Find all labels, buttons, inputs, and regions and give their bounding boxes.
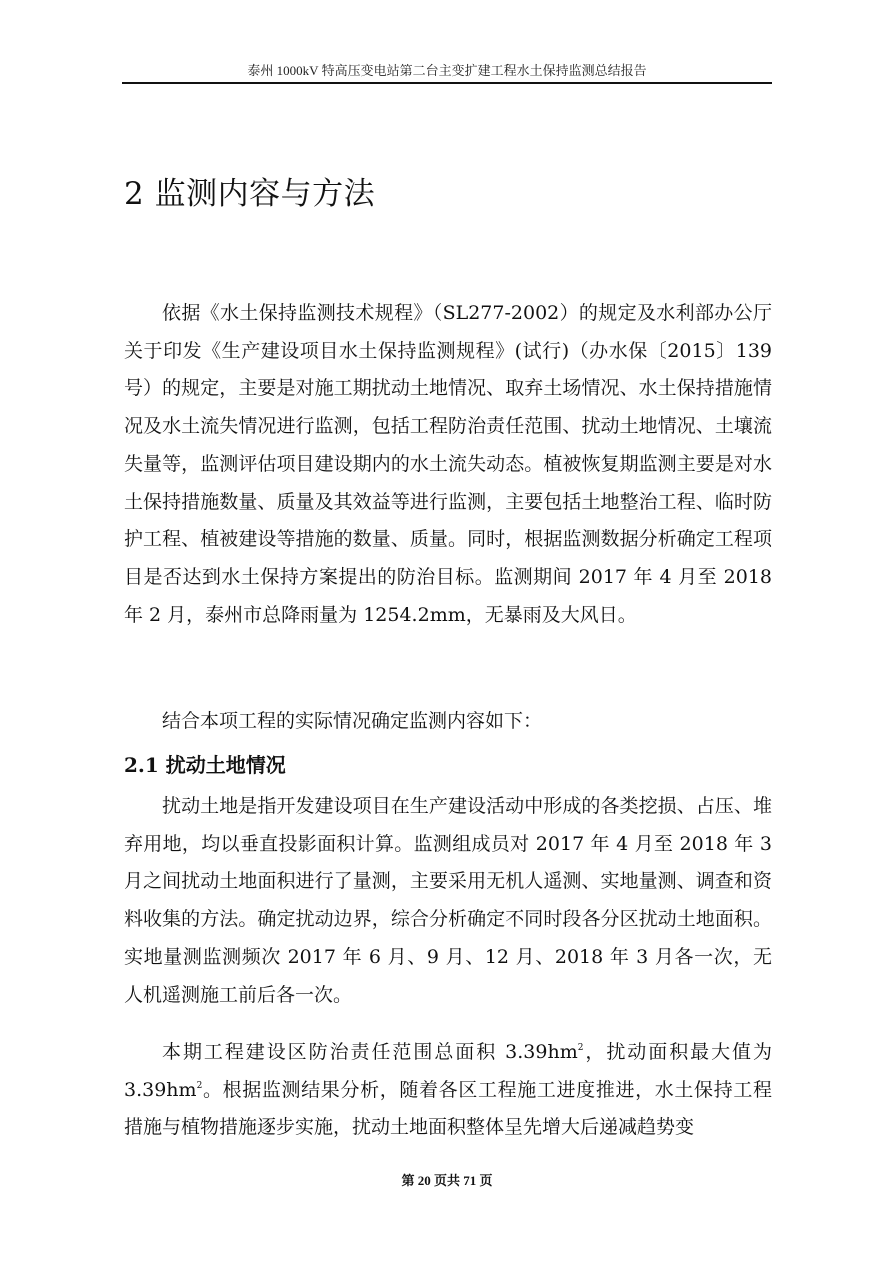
- content-intro-paragraph: 结合本项工程的实际情况确定监测内容如下：: [162, 710, 543, 732]
- area-paragraph: [124, 1034, 772, 1147]
- area-unit-superscript: 2: [577, 1043, 584, 1053]
- chapter-title: 2 监测内容与方法: [124, 176, 376, 212]
- area-text-part2: ，扰动面积最大值为 3.39hm: [124, 1041, 772, 1101]
- section-heading-2-1: 2.1 扰动土地情况: [124, 753, 286, 777]
- area-text-part1: 本期工程建设区防治责任范围总面积 3.39hm: [162, 1041, 578, 1063]
- area-text-part3: 。根据监测结果分析，随着各区工程施工进度推进，水土保持工程措施与植物措施逐步实施，扰动土地面积整体呈先增大后递减趋势变: [124, 1078, 772, 1139]
- page-footer: 第 20 页共 71 页: [401, 1173, 493, 1188]
- intro-paragraph: 依据《水土保持监测技术规程》（SL277-2002）的规定及水利部办公厅关于印发《生产建设项目水土保持监测规程》(试行)（办水保〔2015〕139 号）的规定，主要是对施工期扰动土地情况、取弃土场情况、水土保持措施情况及水土流失情况进行监测，包括工程防治责任范围、扰动土地情况、土壤流失量等，监测评估项目建设期内的水土流失动态。植被恢复期监测主要是对水土保持措施数量、质量及其效益等进行监测，主要包括土地整治工程、临时防护工程、植被建设等措施的数量、质量。同时，根据监测数据分析确定工程项目是否达到水土保持方案提出的防治目标。监测期间 2017 年 4 月至 2018 年 2 月，泰州市总降雨量为 1254.2mm，无暴雨及大风日。: [124, 302, 772, 626]
- area-unit-superscript: 2: [196, 1080, 203, 1091]
- page-header: 泰州 1000kV 特高压变电站第二台主变扩建工程水土保持监测总结报告: [247, 63, 647, 78]
- header-rule: [122, 82, 772, 84]
- disturbed-land-paragraph: 扰动土地是指开发建设项目在生产建设活动中形成的各类挖损、占压、堆弃用地，均以垂直投影面积计算。监测组成员对 2017 年 4 月至 2018 年 3 月之间扰动土地面积进行了量测，主要采用无机人遥测、实地量测、调查和资料收集的方法。确定扰动边界，综合分析确定不同时段各分区扰动土地面积。实地量测监测频次 2017 年 6 月、9 月、12 月、2018 年 3 月各一次，无人机遥测施工前后各一次。: [124, 795, 772, 1006]
